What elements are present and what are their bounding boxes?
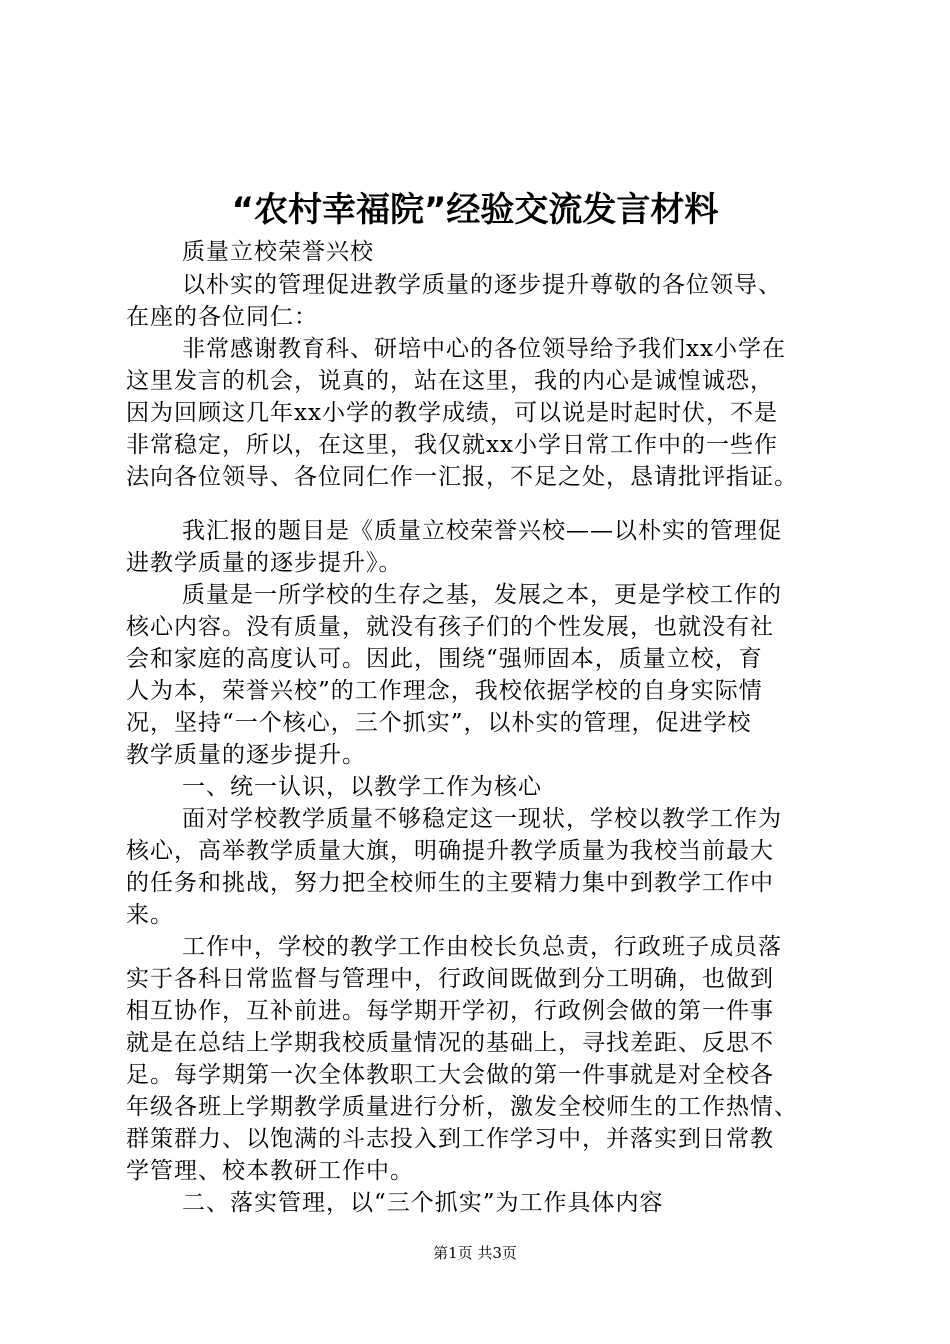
- section-heading: 二、落实管理，以“三个抓实”为工作具体内容: [182, 1190, 664, 1216]
- paragraph-line: 面对学校教学质量不够稳定这一现状，学校以教学工作为: [182, 806, 782, 832]
- paragraph-line: 教学质量的逐步提升。: [126, 742, 366, 768]
- document-title: “农村幸福院”经验交流发言材料: [231, 190, 719, 230]
- paragraph-line: 在座的各位同仁：: [126, 304, 318, 330]
- paragraph-line: 以朴实的管理促进教学质量的逐步提升尊敬的各位领导、: [182, 272, 782, 298]
- paragraph-line: 来。: [126, 902, 174, 928]
- paragraph-line: 就是在总结上学期我校质量情况的基础上，寻找差距、反思不: [126, 1030, 774, 1056]
- paragraph-line: 质量是一所学校的生存之基，发展之本，更是学校工作的: [182, 582, 782, 608]
- paragraph-line: 的任务和挑战，努力把全校师生的主要精力集中到教学工作中: [126, 870, 774, 896]
- paragraph-line: 实于各科日常监督与管理中，行政间既做到分工明确，也做到: [126, 966, 774, 992]
- paragraph-line: 相互协作，互补前进。每学期开学初，行政例会做的第一件事: [126, 998, 774, 1024]
- paragraph-line: 这里发言的机会，说真的，站在这里，我的内心是诚惶诚恐，: [126, 368, 774, 394]
- paragraph-line: 工作中，学校的教学工作由校长负总责，行政班子成员落: [182, 934, 782, 960]
- paragraph-line: 我汇报的题目是《质量立校荣誉兴校——以朴实的管理促: [182, 518, 782, 544]
- paragraph-line: 况，坚持“一个核心，三个抓实”，以朴实的管理，促进学校: [126, 710, 752, 736]
- page-footer: 第1页 共3页: [433, 1244, 517, 1262]
- paragraph-line: 群策群力、以饱满的斗志投入到工作学习中，并落实到日常教: [126, 1126, 774, 1152]
- paragraph-line: 人为本，荣誉兴校”的工作理念，我校依据学校的自身实际情: [126, 678, 763, 704]
- paragraph-line: 非常稳定，所以，在这里，我仅就xx小学日常工作中的一些作: [126, 432, 778, 458]
- paragraph-line: 因为回顾这几年xx小学的教学成绩，可以说是时起时伏，不是: [126, 400, 778, 426]
- paragraph-line: 会和家庭的高度认可。因此，围绕“强师固本，质量立校，育: [126, 646, 763, 672]
- paragraph-line: 学管理、校本教研工作中。: [126, 1158, 414, 1184]
- section-heading: 一、统一认识，以教学工作为核心: [182, 774, 542, 800]
- paragraph-line: 非常感谢教育科、研培中心的各位领导给予我们xx小学在: [182, 336, 786, 362]
- paragraph-line: 足。每学期第一次全体教职工大会做的第一件事就是对全校各: [126, 1062, 774, 1088]
- paragraph-line: 法向各位领导、各位同仁作一汇报，不足之处，恳请批评指证。: [126, 464, 798, 490]
- paragraph-line: 质量立校荣誉兴校: [182, 239, 374, 265]
- paragraph-line: 核心，高举教学质量大旗，明确提升教学质量为我校当前最大: [126, 838, 774, 864]
- paragraph-line: 核心内容。没有质量，就没有孩子们的个性发展，也就没有社: [126, 614, 774, 640]
- paragraph-line: 年级各班上学期教学质量进行分析，激发全校师生的工作热情、: [126, 1094, 798, 1120]
- paragraph-line: 进教学质量的逐步提升》。: [126, 550, 403, 576]
